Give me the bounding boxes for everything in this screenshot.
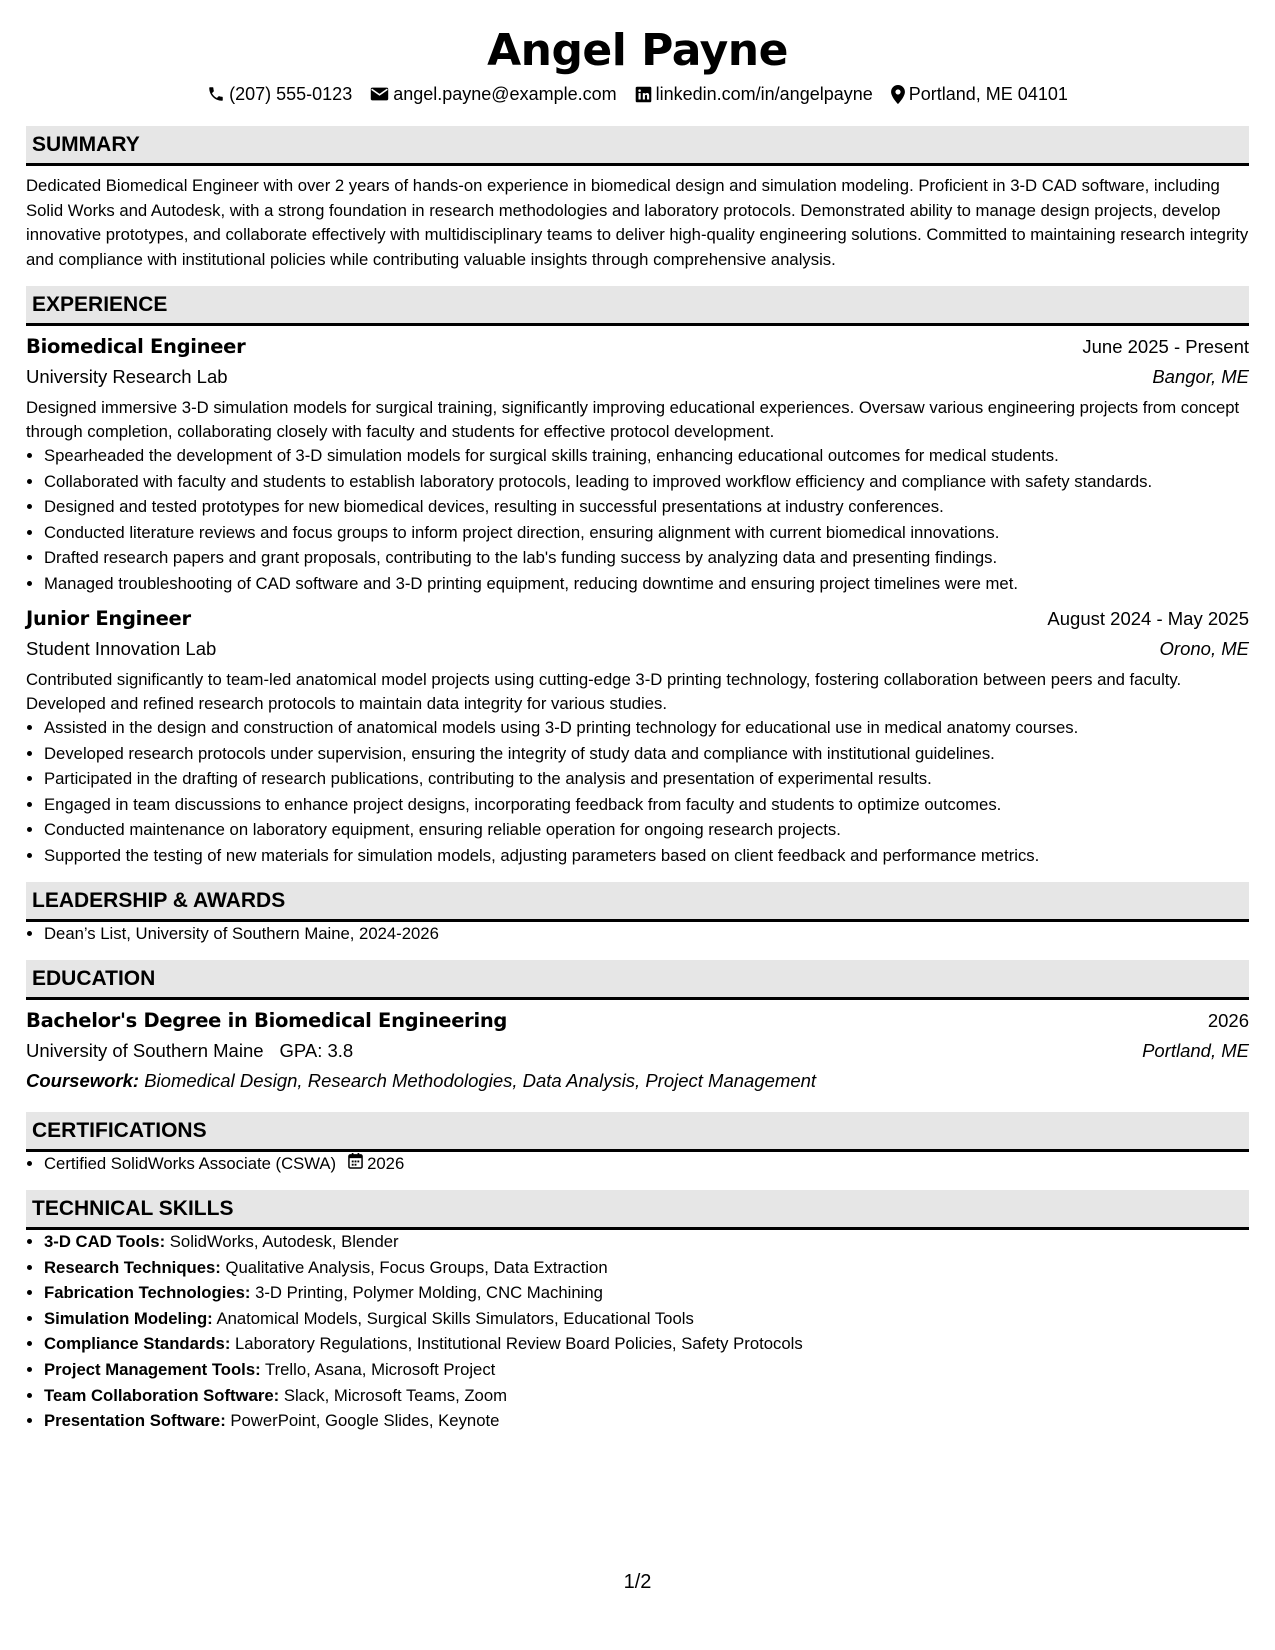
job-title: Junior Engineer: [26, 606, 191, 630]
education-entry: [26, 1006, 1249, 1096]
contact-phone[interactable]: [207, 82, 352, 106]
job-entry: [26, 604, 1249, 868]
school-location: Portland, ME: [1142, 1039, 1249, 1061]
skill-category: Simulation Modeling:: [44, 1308, 213, 1328]
job-description: Designed immersive 3-D simulation models for surgical training, significantly improving educational experiences. Oversaw various engineering projects from concept through completion, collaborating closely with faculty and students for effective protocol development.: [26, 398, 1240, 441]
coursework-text: Biomedical Design, Research Methodologies, Data Analysis, Project Management: [144, 1069, 817, 1091]
skill-values: Laboratory Regulations, Institutional Review Board Policies, Safety Protocols: [235, 1334, 803, 1354]
list-item: [44, 1358, 1249, 1382]
section-heading-education: EDUCATION: [26, 960, 1249, 1000]
list-item: [44, 1307, 1249, 1331]
skill-category: Project Management Tools:: [44, 1359, 261, 1379]
candidate-name: Angel Payne: [487, 25, 788, 76]
job-description: Contributed significantly to team-led anatomical model projects using cutting-edge 3-D printing technology, fostering collaboration between peers and faculty. Developed and refined research protocols to maintain data integrity for various studies.: [26, 669, 1182, 713]
skill-category: Research Techniques:: [44, 1257, 221, 1277]
skills-list: [26, 1230, 1249, 1433]
list-item: • Assisted in the design and construction of anatomical models using 3-D printing technology for educational use in medical anatomy courses.: [44, 716, 1249, 740]
gpa: GPA: 3.8: [279, 1039, 354, 1061]
list-item: • Spearheaded the development of 3-D simulation models for surgical skills training, enhancing educational outcomes for medical students.: [44, 444, 1249, 468]
certification-date: 2026: [367, 1153, 405, 1173]
resume-page: [26, 0, 1249, 1435]
coursework-label: Coursework:: [26, 1069, 140, 1091]
list-item: • Drafted research papers and grant proposals, contributing to the lab's funding success by analyzing data and presenting findings.: [44, 546, 1249, 570]
graduation-year: 2026: [1207, 1009, 1249, 1031]
certifications-list: [26, 1152, 1249, 1176]
email-text: angel.payne@example.com: [393, 84, 617, 104]
skill-values: Qualitative Analysis, Focus Groups, Data Extraction: [225, 1257, 608, 1277]
job-bullets: [26, 444, 1249, 596]
skill-category: Presentation Software:: [44, 1411, 226, 1431]
job-title: Biomedical Engineer: [26, 335, 246, 358]
job-organization: Student Innovation Lab: [26, 637, 217, 659]
list-item: • Conducted literature reviews and focus groups to inform project direction, ensuring alignment with current biomedical innovations.: [44, 521, 1249, 545]
job-dates: June 2025 - Present: [1082, 336, 1249, 357]
contact-linkedin[interactable]: [635, 82, 873, 106]
section-heading-certifications: CERTIFICATIONS: [26, 1112, 1249, 1152]
job-dates: August 2024 - May 2025: [1047, 607, 1249, 629]
section-heading-summary: SUMMARY: [26, 126, 1249, 166]
location-text: Portland, ME 04101: [908, 84, 1068, 104]
list-item: • Dean’s List, University of Southern Maine, 2024-2026: [44, 922, 1249, 946]
skill-values: Slack, Microsoft Teams, Zoom: [283, 1385, 508, 1405]
skill-values: SolidWorks, Autodesk, Blender: [169, 1231, 399, 1251]
envelope-icon: [370, 86, 389, 102]
coursework: [26, 1066, 1249, 1096]
list-item: [44, 1152, 1249, 1176]
skill-category: Fabrication Technologies:: [44, 1283, 251, 1303]
list-item: • Managed troubleshooting of CAD software and 3-D printing equipment, reducing downtime and ensuring project timelines were met.: [44, 572, 1249, 596]
section-heading-skills: TECHNICAL SKILLS: [26, 1190, 1249, 1230]
list-item: • Collaborated with faculty and students to establish laboratory protocols, leading to improved workflow efficiency and compliance with safety standards.: [44, 470, 1249, 494]
list-item: [44, 1384, 1249, 1408]
list-item: [44, 1281, 1249, 1305]
list-item: • Developed research protocols under supervision, ensuring the integrity of study data and compliance with institutional guidelines.: [44, 742, 1249, 766]
linkedin-text: linkedin.com/in/angelpayne: [655, 84, 873, 104]
contact-location: [891, 82, 1068, 106]
job-entry: [26, 332, 1249, 596]
list-item: [44, 1409, 1249, 1433]
list-item: • Participated in the drafting of research publications, contributing to the analysis and presentation of experimental results.: [44, 767, 1249, 791]
job-location: Orono, ME: [1159, 637, 1249, 659]
job-bullets: [26, 716, 1249, 868]
skill-values: Anatomical Models, Surgical Skills Simulators, Educational Tools: [216, 1308, 694, 1328]
calendar-icon: [348, 1152, 363, 1176]
skill-category: 3-D CAD Tools:: [44, 1231, 166, 1251]
section-heading-experience: EXPERIENCE: [26, 286, 1249, 326]
school-name: University of Southern Maine: [26, 1039, 264, 1061]
list-item: [44, 1256, 1249, 1280]
leadership-list: [26, 922, 1249, 946]
phone-text: (207) 555-0123: [229, 84, 353, 104]
map-pin-icon: [891, 85, 905, 104]
job-location: Bangor, ME: [1152, 366, 1249, 387]
summary-paragraph: Dedicated Biomedical Engineer with over 2 years of hands-on experience in biomedical design and simulation modeling. Proficient in 3-D CAD software, including Solid Works and Autodesk, with a strong foundation in research methodologies and laboratory protocols. Demonstrated ability to manage design projects, develop innovative prototypes, and collaborate effectively with multidisciplinary teams to deliver high-quality engineering solutions. Committed to maintaining research integrity and compliance with institutional policies while contributing valuable insights through comprehensive analysis.: [26, 176, 1249, 269]
list-item: [44, 1230, 1249, 1254]
skill-values: Trello, Asana, Microsoft Project: [265, 1359, 496, 1379]
linkedin-icon: [635, 86, 652, 103]
contact-email[interactable]: [370, 82, 616, 106]
phone-icon: [207, 85, 225, 103]
skill-values: PowerPoint, Google Slides, Keynote: [230, 1411, 500, 1431]
skill-category: Compliance Standards:: [44, 1334, 231, 1354]
list-item: • Conducted maintenance on laboratory equipment, ensuring reliable operation for ongoing research projects.: [44, 818, 1249, 842]
skill-values: 3-D Printing, Polymer Molding, CNC Machining: [255, 1283, 603, 1303]
skill-category: Team Collaboration Software:: [44, 1385, 280, 1405]
contact-bar: [26, 82, 1249, 106]
list-item: • Designed and tested prototypes for new biomedical devices, resulting in successful presentations at industry conferences.: [44, 495, 1249, 519]
certification-name: • Certified SolidWorks Associate (CSWA): [44, 1153, 337, 1173]
degree-title: Bachelor's Degree in Biomedical Engineering: [26, 1008, 508, 1032]
section-heading-leadership: LEADERSHIP & AWARDS: [26, 882, 1249, 922]
list-item: [44, 1332, 1249, 1356]
list-item: • Engaged in team discussions to enhance project designs, incorporating feedback from faculty and students to optimize outcomes.: [44, 793, 1249, 817]
list-item: • Supported the testing of new materials for simulation models, adjusting parameters based on client feedback and performance metrics.: [44, 844, 1249, 868]
page-number: 1/2: [623, 1571, 652, 1593]
job-organization: University Research Lab: [26, 366, 228, 387]
